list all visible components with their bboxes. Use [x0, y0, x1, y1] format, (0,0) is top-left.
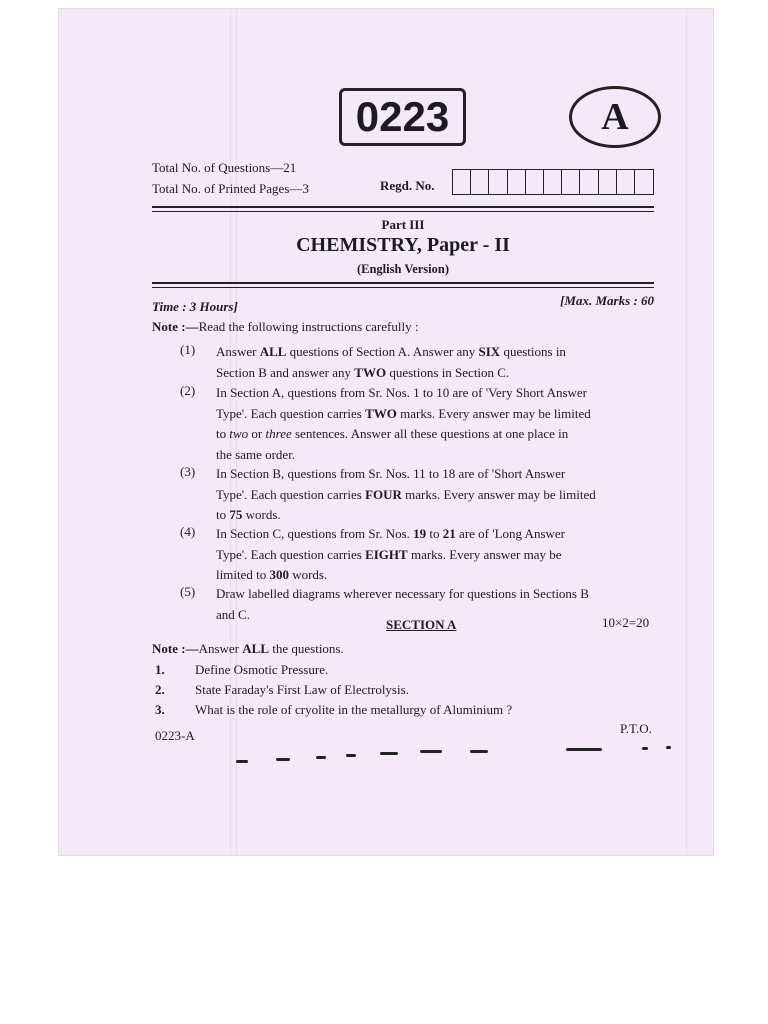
question-number: 1. [155, 662, 165, 677]
language-version: (English Version) [356, 262, 450, 276]
instruction-line: Draw labelled diagrams wherever necessary for questions in Sections B [216, 586, 589, 601]
instruction-line: Section B and answer any TWO questions in Section C. [216, 364, 510, 380]
paper-title: CHEMISTRY, Paper - II [296, 234, 510, 256]
bleed-mark [566, 748, 602, 751]
instruction-line: Answer ALL questions of Section A. Answer any SIX questions in [216, 344, 566, 359]
note-label: Note :— [152, 319, 199, 334]
instruction-line: In Section B, questions from Sr. Nos. 11 to 18 are of 'Short Answer [216, 466, 566, 481]
instruction-number: (5) [180, 584, 196, 599]
instruction-line: and C. [216, 606, 250, 622]
section-a-marks: 10×2=20 [602, 615, 650, 630]
section-a-note-label: Note :— [152, 641, 199, 656]
bleed-mark [236, 760, 248, 763]
header-rule [152, 211, 654, 212]
instruction-line: limited to 300 words. [216, 567, 328, 582]
question-text: What is the role of cryolite in the metallurgy of Aluminium ? [195, 702, 513, 717]
bleed-mark [420, 750, 442, 753]
max-marks: [Max. Marks : 60 [560, 293, 654, 308]
question-text: Define Osmotic Pressure. [195, 662, 329, 677]
bleed-mark [666, 746, 671, 749]
total-pages: Total No. of Printed Pages—3 [152, 181, 309, 196]
instruction-number: (1) [180, 342, 196, 357]
instruction-number: (4) [180, 524, 196, 539]
title-rule [152, 282, 654, 284]
header-rule [152, 206, 654, 208]
total-questions: Total No. of Questions—21 [152, 160, 297, 175]
instruction-number: (3) [180, 464, 196, 479]
instruction-line: the same order. [216, 446, 296, 462]
instruction-line: Type'. Each question carries TWO marks. Every answer may be limited [216, 405, 591, 421]
instruction-line: to two or three sentences. Answer all these questions at one place in [216, 426, 569, 441]
pto-label: P.T.O. [620, 721, 652, 736]
instruction-line: In Section C, questions from Sr. Nos. 19 to 21 are of 'Long Answer [216, 526, 565, 541]
bleed-mark [276, 758, 290, 761]
title-rule [152, 287, 654, 288]
instruction-line: to 75 words. [216, 507, 281, 522]
version-oval: A [569, 86, 661, 148]
section-a-heading: SECTION A [386, 617, 457, 632]
bleed-mark [346, 754, 356, 757]
part-label: Part III [381, 217, 425, 232]
time-allowed: Time : 3 Hours] [152, 299, 238, 314]
bleed-mark [470, 750, 488, 753]
note-line [152, 319, 418, 335]
instruction-line: In Section A, questions from Sr. Nos. 1 to 10 are of 'Very Short Answer [216, 385, 588, 400]
question-text: State Faraday's First Law of Electrolysis. [195, 682, 409, 697]
footer-code: 0223-A [155, 728, 195, 743]
regd-number-boxes[interactable] [452, 169, 654, 195]
scan-fold-line [686, 8, 687, 856]
paper-code-box: 0223 [339, 88, 466, 146]
instruction-line: Type'. Each question carries EIGHT marks. Every answer may be [216, 546, 562, 562]
instruction-line: Type'. Each question carries FOUR marks. Every answer may be limited [216, 486, 596, 502]
bleed-mark [316, 756, 326, 759]
section-a-note: Note :—Answer ALL the questions. [152, 641, 344, 656]
question-number: 2. [155, 682, 165, 697]
note-intro: Read the following instructions carefully : [198, 319, 419, 334]
bleed-mark [380, 752, 398, 755]
regd-label: Regd. No. [380, 178, 435, 193]
instruction-number: (2) [180, 383, 196, 398]
bleed-mark [642, 747, 648, 750]
question-number: 3. [155, 702, 165, 717]
